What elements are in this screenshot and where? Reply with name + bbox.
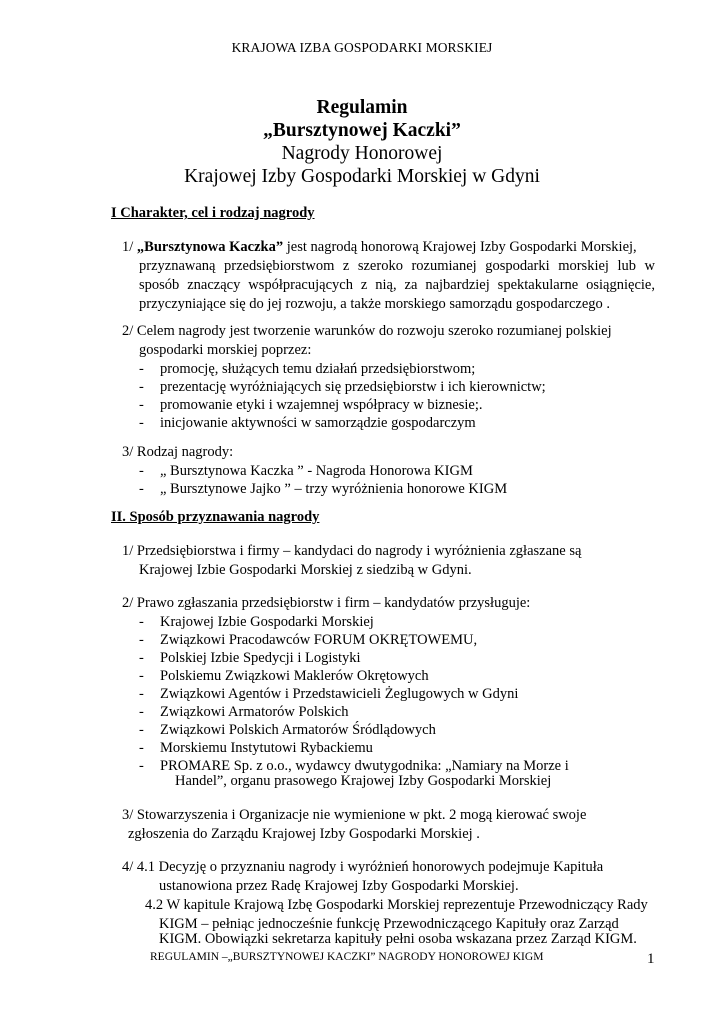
s1-p2-line-2: gospodarki morskiej poprzez: [139, 342, 312, 358]
section-1-heading: I Charakter, cel i rodzaj nagrody [111, 205, 315, 221]
s1-p1-bold-name: „Bursztynowa Kaczka” [136, 239, 284, 255]
s1-p1-first-line [122, 238, 637, 257]
s1-p1-rest: przyznawaną przedsiębiorstwom z szeroko rozumianej gospodarki morskiej lub w sposób znaczący współpracujących z nią, za najbardziej spektakularne osiągnięcie, przyczyniające się do jej rozwoju, a także morskiego samorządu gospodarczego . [139, 258, 655, 312]
dash-marker: - [139, 379, 144, 395]
dash-marker: - [139, 415, 144, 431]
list-item-continuation: Handel”, organu prasowego Krajowej Izby Gospodarki Morskiej [175, 773, 552, 789]
dash-marker: - [139, 686, 144, 702]
dash-marker: - [139, 481, 144, 497]
document-page: KRAJOWA IZBA GOSPODARKI MORSKIEJ Regulamin „Bursztynowej Kaczki” Nagrody Honorowej Krajowej Izby Gospodarki Morskiej w Gdyni I Charakter, cel i rodzaj nagrody 1/ „Bursztynowa Kaczka” jest nagrodą honorową Krajowej Izby Gospodarki Morskiej, przyznawaną przedsiębiorstwom z szeroko rozumianej gospodarki morskiej lub w sposób znaczący współpracujących z nią, za najbardziej spektakularne osiągnięcie, przyczyniające się do jej rozwoju, a także morskiego samorządu gospodarczego . 2/ Celem nagrody jest tworzenie warunków do rozwoju szeroko rozumianej polskiej gospodarki morskiej poprzez: - promocję, służących temu działań przedsiębiorstwom; - prezentację wyróżniających się przedsiębiorstw i ich kierownictw; - promowanie etyki i wzajemnej współpracy w biznesie;. - inicjowanie aktywności w samorządzie gospodarczym 3/ Rodzaj nagrody: - „ Bursztynowa Kaczka ” - Nagroda Honorowa KIGM - „ Bursztynowe Jajko ” – trzy wyróżnienia honorowe KIGM II. Sposób przyznawania nagrody 1/ Przedsiębiorstwa i firmy – kandydaci do nagrody i wyróżnienia zgłaszane są Krajowej Izbie Gospodarki Morskiej z siedzibą w Gdyni. 2/ Prawo zgłaszania przedsiębiorstw i firm – kandydatów przysługuje: - Krajowej Izbie Gospodarki Morskiej - Związkowi Pracodawców FORUM OKRĘTOWEMU, - Polskiej Izbie Spedycji i Logistyki - Polskiemu Związkowi Maklerów Okrętowych - Związkowi Agentów i Przedstawicieli Żeglugowych w Gdyni - Związkowi Armatorów Polskich - Związkowi Polskich Armatorów Śródlądowych - Morskiemu Instytutowi Rybackiemu - PROMARE Sp. z o.o., wydawcy dwutygodnika: „Namiary na Morze i Handel”, organu prasowego Krajowej Izby Gospodarki Morskiej 3/ Stowarzyszenia i Organizacje nie wymienione w pkt. 2 mogą kierować swoje zgłoszenia do Zarządu Krajowej Izby Gospodarki Morskiej . 4/ 4.1 Decyzję o przyznaniu nagrody i wyróżnień honorowych podejmuje Kapituła ustanowiona przez Radę Krajowej Izby Gospodarki Morskiej. 4.2 W kapitule Krajową Izbę Gospodarki Morskiej reprezentuje Przewodniczący Rady KIGM – pełniąc jednocześnie funkcję Przewodniczącego Kapituły oraz Zarząd KIGM. Obowiązki sekretarza kapituły pełni osoba wskazana przez Zarząd KIGM. REGULAMIN –„BURSZTYNOWEJ KACZKI” NAGRODY HONOROWEJ KIGM 1 [0, 0, 724, 1024]
s2-p3-line-2: zgłoszenia do Zarządu Krajowej Izby Gospodarki Morskiej . [128, 826, 480, 842]
s2-p1-line-1: 1/ Przedsiębiorstwa i firmy – kandydaci do nagrody i wyróżnienia zgłaszane są [122, 543, 582, 559]
page-footer: REGULAMIN –„BURSZTYNOWEJ KACZKI” NAGRODY HONOROWEJ KIGM [150, 951, 544, 963]
s2-p4-line-1: 4/ 4.1 Decyzję o przyznaniu nagrody i wyróżnień honorowych podejmuje Kapituła [122, 859, 604, 875]
document-title [0, 96, 724, 188]
title-line-3: Nagrody Honorowej [281, 143, 443, 164]
dash-marker: - [139, 668, 144, 684]
dash-marker: - [139, 361, 144, 377]
dash-marker: - [139, 463, 144, 479]
s1-p1-number: 1/ [122, 239, 134, 255]
dash-marker: - [139, 397, 144, 413]
dash-marker: - [139, 650, 144, 666]
page-number: 1 [647, 951, 655, 967]
s1-p1-first-rest: jest nagrodą honorową Krajowej Izby Gospodarki Morskiej, [283, 239, 637, 255]
dash-marker: - [139, 758, 144, 774]
s1-p3-line-1: 3/ Rodzaj nagrody: [122, 444, 234, 460]
s2-p4-line-4: KIGM – pełniąc jednocześnie funkcję Przewodniczącego Kapituły oraz Zarząd [159, 916, 619, 932]
s2-p4-line-5: KIGM. Obowiązki sekretarza kapituły pełni osoba wskazana przez Zarząd KIGM. [159, 931, 637, 947]
s2-p2-line-1: 2/ Prawo zgłaszania przedsiębiorstw i firm – kandydatów przysługuje: [122, 595, 531, 611]
s2-p4-line-3: 4.2 W kapitule Krajową Izbę Gospodarki Morskiej reprezentuje Przewodniczący Rady [145, 897, 648, 913]
s2-p4-line-2: ustanowiona przez Radę Krajowej Izby Gospodarki Morskiej. [159, 878, 519, 894]
title-line-4: Krajowej Izby Gospodarki Morskiej w Gdyni [184, 166, 540, 187]
section-2-heading: II. Sposób przyznawania nagrody [111, 509, 320, 525]
title-line-1: Regulamin [316, 97, 408, 118]
dash-marker: - [139, 740, 144, 756]
dash-marker: - [139, 722, 144, 738]
s2-p1-line-2: Krajowej Izbie Gospodarki Morskiej z siedzibą w Gdyni. [139, 562, 472, 578]
s2-p3-line-1: 3/ Stowarzyszenia i Organizacje nie wymienione w pkt. 2 mogą kierować swoje [122, 807, 587, 823]
dash-marker: - [139, 614, 144, 630]
title-line-2: „Bursztynowej Kaczki” [263, 120, 461, 141]
page-header: KRAJOWA IZBA GOSPODARKI MORSKIEJ [231, 40, 493, 55]
s1-p2-line-1: 2/ Celem nagrody jest tworzenie warunków do rozwoju szeroko rozumianej polskiej [122, 323, 612, 339]
dash-marker: - [139, 632, 144, 648]
dash-marker: - [139, 704, 144, 720]
